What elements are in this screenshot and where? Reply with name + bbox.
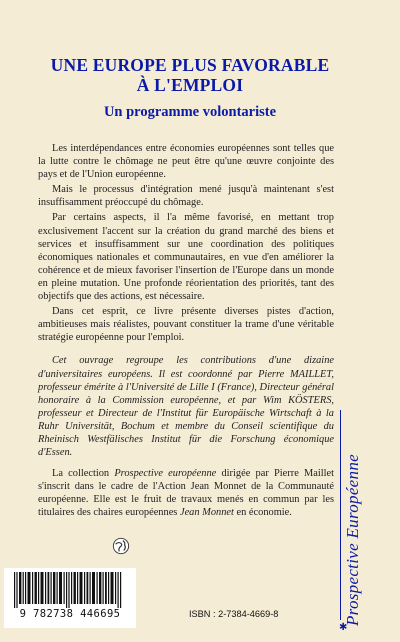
series-label: Prospective Européenne: [343, 454, 362, 626]
blurb-paragraph: Dans cet esprit, ce livre présente diverses pistes d'action, ambitieuses mais réalistes, pouvant constituer la trame d'une véritable stratégie européenne pour l'emploi.: [38, 306, 334, 344]
globe-emblem-icon: [112, 537, 130, 555]
collection-name: Prospective européenne: [114, 468, 217, 480]
book-title-line-1: UNE EUROPE PLUS FAVORABLE: [50, 55, 330, 75]
collection-paragraph: [38, 467, 334, 519]
collection-text-start: La collection: [52, 468, 115, 480]
star-icon: ✱: [339, 622, 348, 633]
barcode-icon: [14, 572, 126, 608]
book-subtitle: Un programme volontariste: [103, 104, 277, 120]
chair-name: Jean Monnet: [179, 507, 234, 519]
collection-text-end: en économie.: [233, 507, 292, 519]
blurb-text: [38, 142, 334, 522]
collection-text-middle: dirigée par Pierre Maillet s'inscrit dans le cadre de l'Action Jean Monnet de la Communauté européenne. Elle est le fruit de travaux menés en commun par les titulaires des chaires européennes: [38, 468, 335, 519]
series-divider-line: [340, 410, 341, 620]
book-title-line-2: À L'EMPLOI: [136, 75, 244, 95]
barcode-number: 9 782738 446695: [19, 608, 121, 620]
contributors-paragraph: Cet ouvrage regroupe les contributions d'une dizaine d'universitaires européens. Il est coordonné par Pierre MAILLET, professeur émérite à l'Université de Lille I (France), Directeur général honoraire à la Commission européenne, et par Wim KÖSTERS, professeur et Directeur de l'Institut für Europäische Wirtschaft à la Ruhr Universität, Bochum et membre du Conseil scientifique du Rheinisch Westfälisches Institut für die Forschung économique d'Essen.: [38, 355, 334, 459]
blurb-paragraph: Par certains aspects, il l'a même favorisé, en mettant trop exclusivement l'accent sur la création du grand marché des biens et services et insuffisamment sur une coordination des politiques économiques nationales et communautaires, en vue d'en améliorer la cohérence et de mieux favoriser l'insertion de l'Europe dans un monde en pleine mutation. Une profonde réorientation des priorités, tant des objectifs que des actions, est nécessaire.: [38, 212, 334, 303]
isbn-label: ISBN : 2-7384-4669-8: [189, 609, 279, 619]
blurb-paragraph: Les interdépendances entre économies européennes sont telles que la lutte contre le chômage ne peut être qu'une œuvre conjointe des pays et de l'Union européenne.: [38, 143, 334, 181]
blurb-paragraph: Mais le processus d'intégration mené jusqu'à maintenant s'est insuffisamment préoccupé du chômage.: [38, 184, 334, 209]
